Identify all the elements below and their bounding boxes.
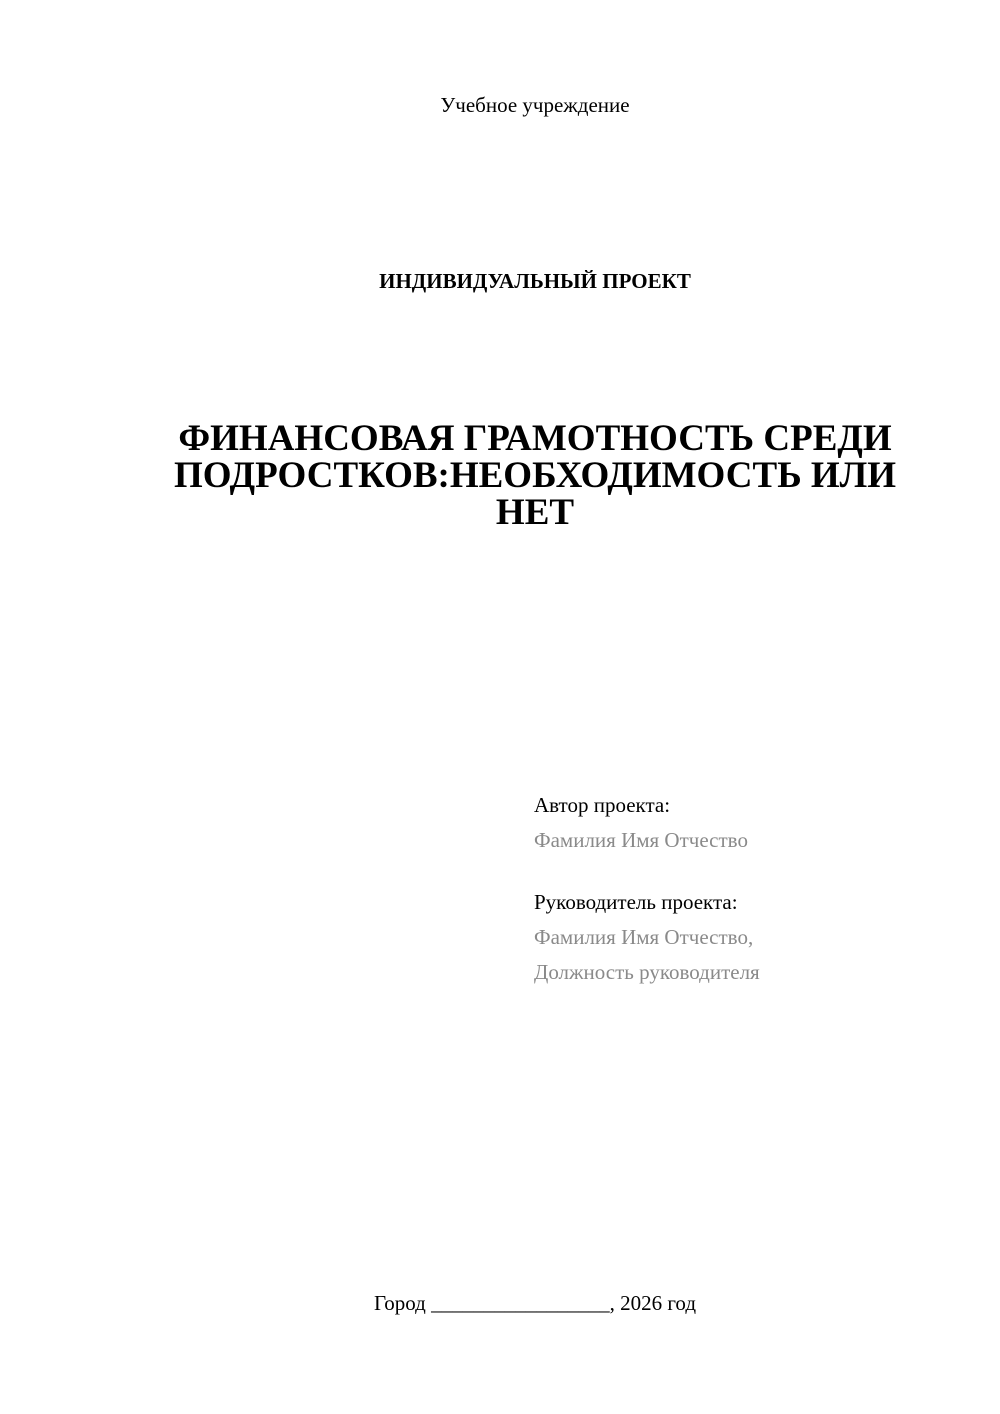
supervisor-name: Фамилия Имя Отчество, xyxy=(534,925,754,949)
author-label: Автор проекта: xyxy=(534,793,671,817)
signature-spacer xyxy=(534,858,974,885)
city-year-line: Город _________________, 2026 год xyxy=(373,1291,697,1315)
project-title-line-2: ПОДРОСТКОВ:НЕОБХОДИМОСТЬ ИЛИ xyxy=(173,455,897,496)
project-title xyxy=(150,420,920,531)
project-title-line-1: ФИНАНСОВАЯ ГРАМОТНОСТЬ СРЕДИ xyxy=(178,418,892,459)
author-name: Фамилия Имя Отчество xyxy=(534,828,748,852)
project-title-line-3: НЕТ xyxy=(495,492,575,533)
document-type-heading: ИНДИВИДУАЛЬНЫЙ ПРОЕКТ xyxy=(379,269,691,293)
signature-block xyxy=(534,788,974,990)
supervisor-label: Руководитель проекта: xyxy=(534,890,738,914)
supervisor-position: Должность руководителя xyxy=(534,960,760,984)
institution-name: Учебное учреждение xyxy=(440,93,630,117)
